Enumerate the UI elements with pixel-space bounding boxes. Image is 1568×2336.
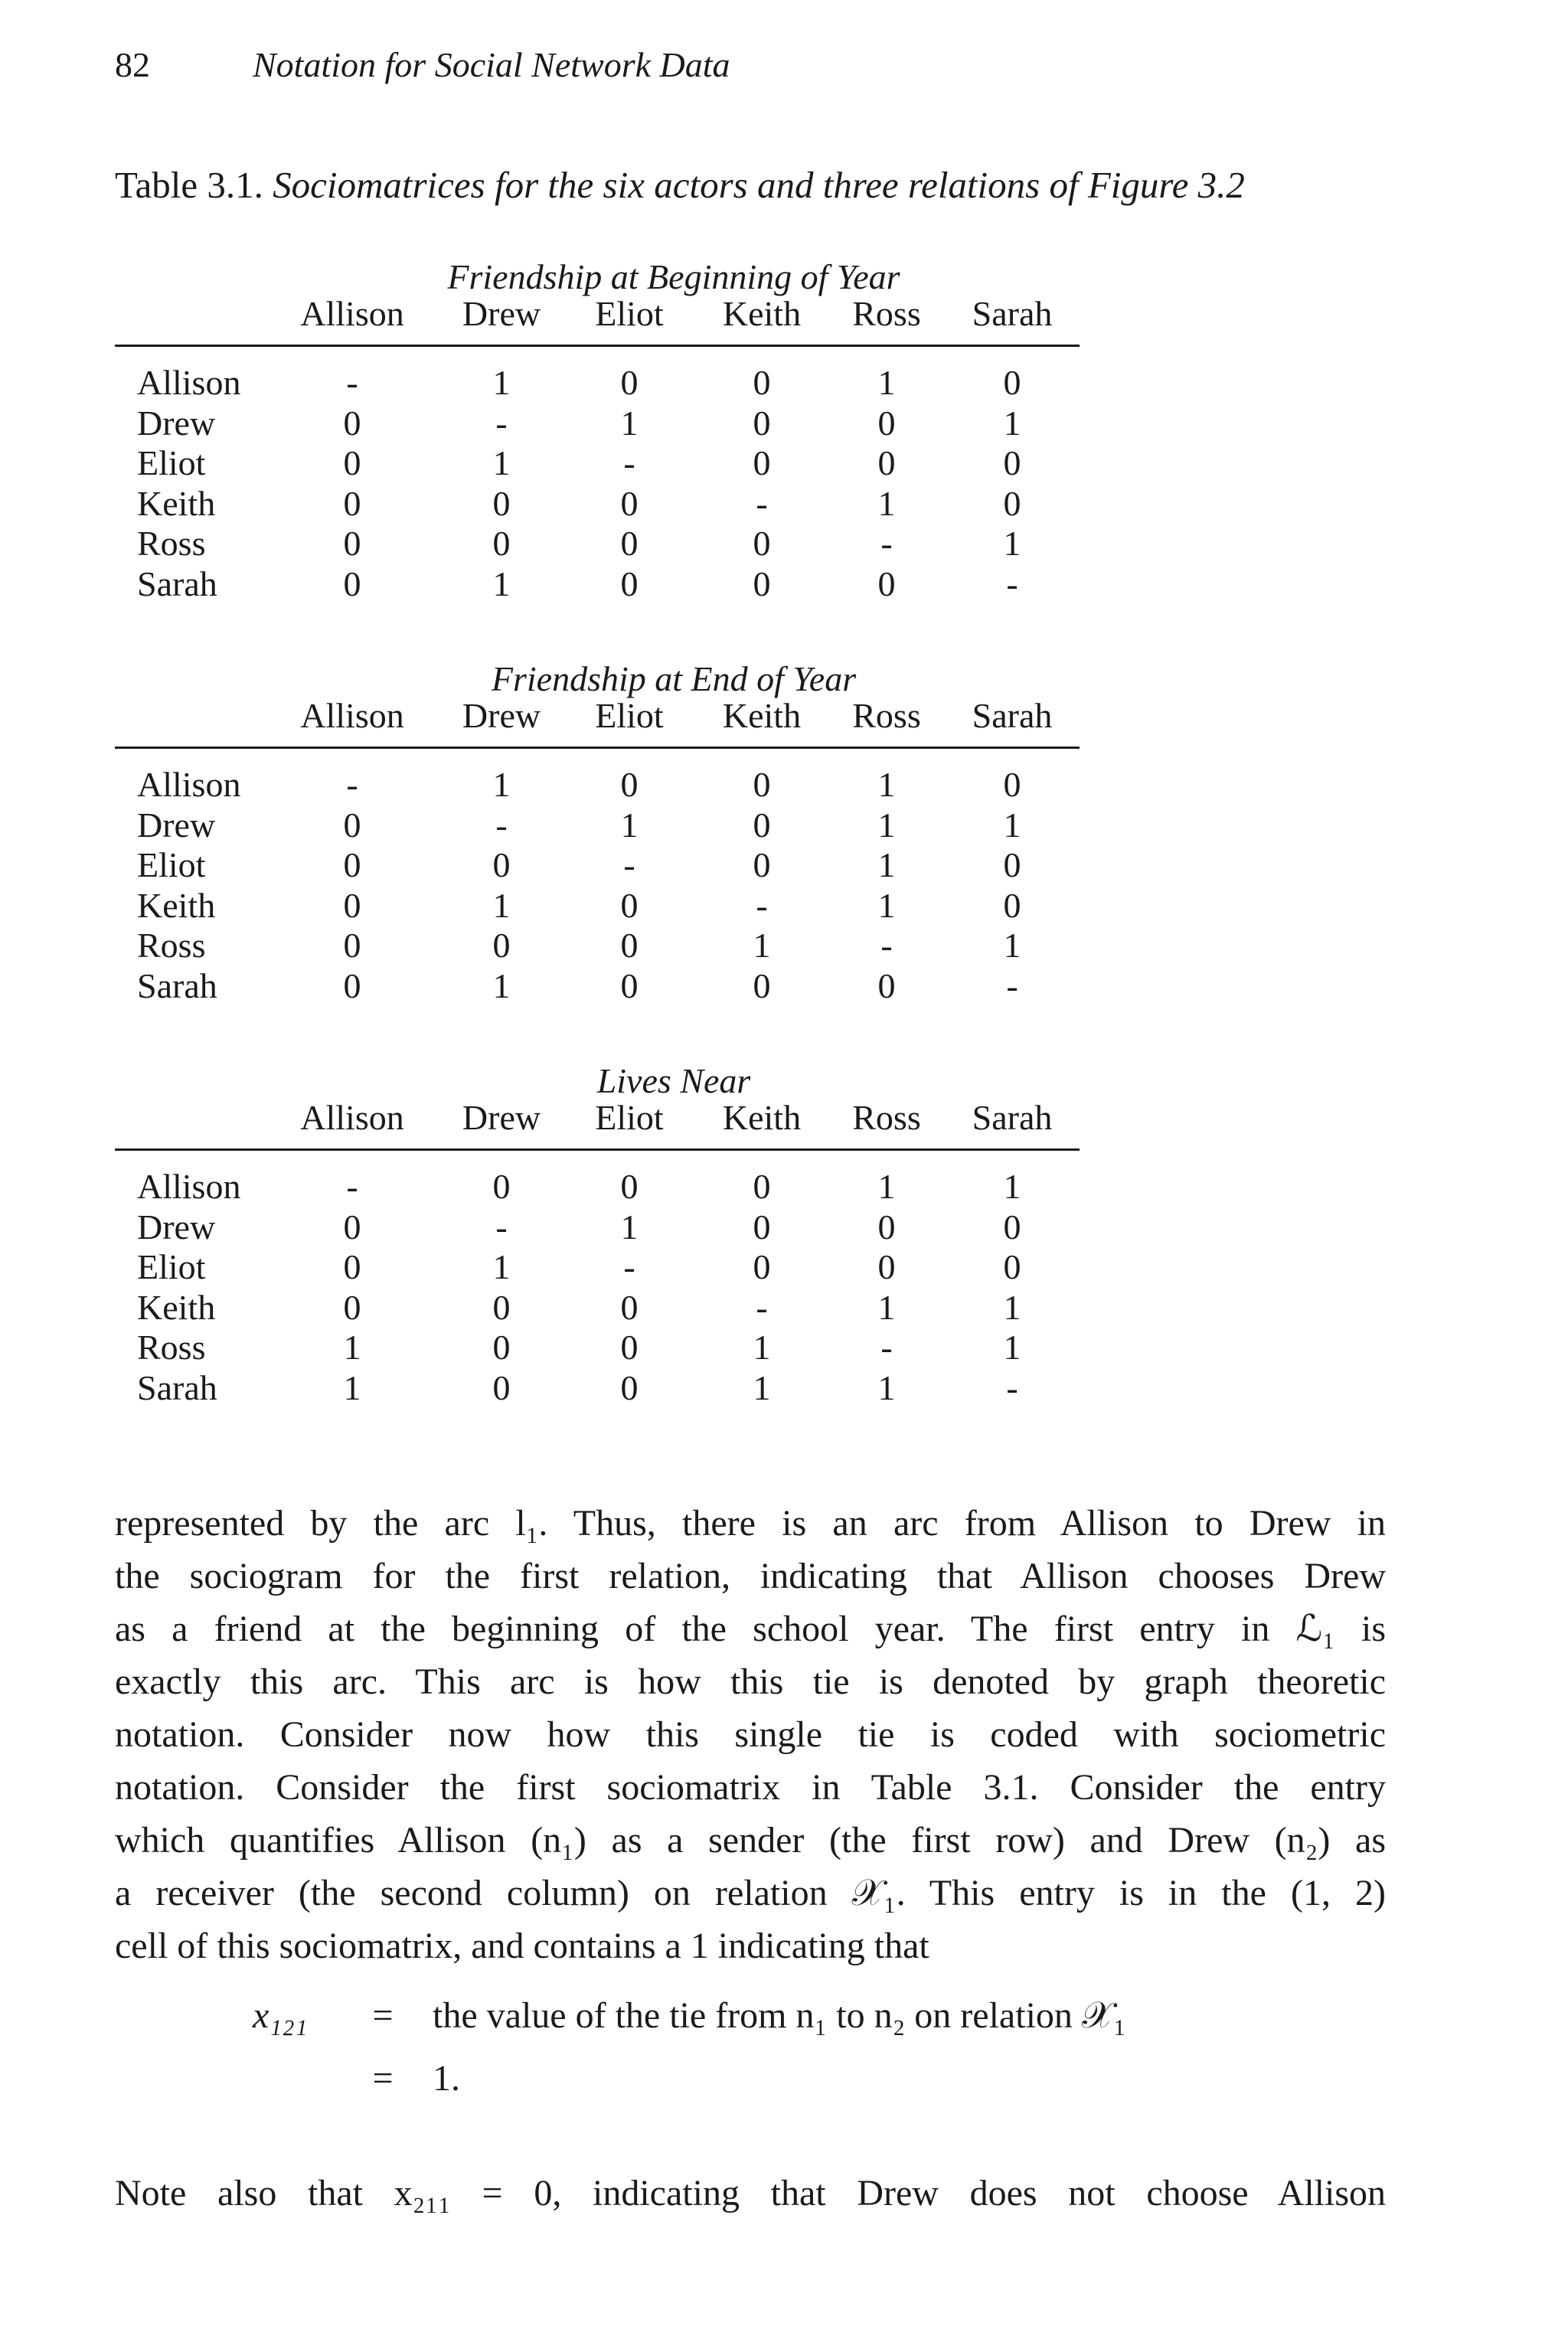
table-cell: 0 — [620, 885, 639, 925]
table-cell: 1 — [343, 1367, 361, 1407]
equation-sign: = — [372, 1995, 394, 2036]
table-cell: 0 — [343, 1287, 361, 1327]
table-cell: - — [623, 845, 635, 884]
table-row — [115, 564, 1080, 603]
column-header-row — [115, 293, 1080, 336]
table-row — [115, 403, 1080, 443]
table-cell: - — [495, 1207, 508, 1246]
column-header: Sarah — [972, 696, 1053, 735]
row-label: Sarah — [137, 965, 217, 1005]
table-cell: 0 — [620, 926, 639, 965]
table-cell: 0 — [753, 403, 771, 443]
table-cell: - — [880, 926, 893, 965]
table-cell: 0 — [620, 483, 639, 523]
column-header: Ross — [852, 696, 921, 735]
column-header: Keith — [722, 1098, 802, 1137]
table-cell: - — [756, 483, 768, 523]
table-cell: - — [1006, 965, 1018, 1005]
table-row — [115, 764, 1080, 804]
table-cell: 1 — [492, 885, 511, 925]
table-row — [115, 1287, 1080, 1327]
row-label: Ross — [137, 926, 206, 965]
column-header: Allison — [300, 1098, 404, 1137]
closing-line: Note also that x₂₁₁ = 0, indicating that Drew does not choose Allison — [115, 2173, 1386, 2213]
table-cell: - — [880, 524, 893, 563]
sociomatrix-title: Lives Near — [596, 1061, 751, 1100]
table-cell: 1 — [877, 363, 896, 402]
column-header: Eliot — [595, 294, 664, 333]
table-cell: - — [623, 1247, 635, 1286]
table-cell: 1 — [1003, 1328, 1021, 1367]
row-label: Ross — [137, 1328, 206, 1367]
table-cell: 0 — [753, 845, 771, 884]
table-cell: 1 — [877, 885, 896, 925]
table-cell: 1 — [1003, 524, 1021, 563]
table-cell: 0 — [492, 926, 511, 965]
table-cell: 1 — [492, 965, 511, 1005]
table-cell: 0 — [620, 1287, 639, 1327]
table-cell: 0 — [877, 965, 896, 1005]
table-cell: 1 — [492, 443, 511, 482]
row-label: Drew — [137, 403, 216, 443]
table-cell: 0 — [492, 524, 511, 563]
equation-rhs-line-1: the value of the tie from n₁ to n₂ on relation 𝒳₁ — [433, 1995, 1126, 2036]
table-cell: 0 — [343, 524, 361, 563]
table-cell: - — [495, 805, 508, 845]
table-row — [115, 965, 1080, 1005]
header-rule — [115, 345, 1080, 347]
table-row — [115, 1166, 1080, 1206]
table-row — [115, 885, 1080, 925]
table-cell: 1 — [753, 926, 771, 965]
body-line: notation. Consider the first sociomatrix in Table 3.1. Consider the entry — [115, 1767, 1386, 1808]
table-cell: 1 — [877, 845, 896, 884]
row-label: Keith — [137, 483, 216, 523]
table-cell: 1 — [1003, 926, 1021, 965]
table-cell: 0 — [343, 483, 361, 523]
table-cell: 1 — [877, 1367, 896, 1407]
row-label: Keith — [137, 885, 216, 925]
column-header: Keith — [722, 696, 802, 735]
table-cell: 0 — [1003, 765, 1021, 804]
column-header-row — [115, 695, 1080, 738]
table-cell: 0 — [753, 564, 771, 603]
column-header: Allison — [300, 696, 404, 735]
table-caption-text: Sociomatrices for the six actors and three relations of Figure 3.2 — [273, 164, 1245, 206]
table-cell: 0 — [492, 845, 511, 884]
table-caption — [115, 161, 1416, 210]
table-cell: 0 — [620, 564, 639, 603]
table-cell: 0 — [753, 524, 771, 563]
table-cell: 1 — [877, 805, 896, 845]
body-paragraph — [115, 1497, 1386, 1972]
table-cell: 1 — [620, 1207, 639, 1246]
table-cell: 0 — [343, 1207, 361, 1246]
table-cell: 0 — [620, 1167, 639, 1206]
table-cell: 0 — [343, 403, 361, 443]
table-cell: 1 — [753, 1367, 771, 1407]
table-cell: 0 — [343, 443, 361, 482]
table-cell: 0 — [753, 1207, 771, 1246]
table-cell: 0 — [753, 765, 771, 804]
row-label: Allison — [137, 1167, 241, 1206]
table-cell: 0 — [753, 1247, 771, 1286]
header-rule — [115, 1148, 1080, 1151]
row-label: Allison — [137, 363, 241, 402]
body-line: represented by the arc l₁. Thus, there is an arc from Allison to Drew in — [115, 1503, 1386, 1544]
table-cell: - — [1006, 1367, 1018, 1407]
table-row — [115, 1327, 1080, 1367]
column-header: Eliot — [595, 696, 664, 735]
table-cell: 1 — [492, 363, 511, 402]
body-line: exactly this arc. This arc is how this tie is denoted by graph theoretic — [115, 1661, 1386, 1702]
body-line: as a friend at the beginning of the school year. The first entry in ℒ₁ is — [115, 1609, 1386, 1649]
table-row — [115, 805, 1080, 845]
table-cell: 0 — [620, 965, 639, 1005]
row-label: Drew — [137, 1207, 216, 1246]
row-label: Eliot — [137, 845, 206, 884]
table-cell: 0 — [1003, 845, 1021, 884]
running-title: Notation for Social Network Data — [253, 45, 730, 84]
table-cell: - — [623, 443, 635, 482]
table-cell: 0 — [343, 965, 361, 1005]
table-cell: 1 — [1003, 1167, 1021, 1206]
page-header — [115, 47, 730, 83]
row-label: Keith — [137, 1287, 216, 1327]
table-cell: 0 — [877, 443, 896, 482]
table-cell: 0 — [492, 1367, 511, 1407]
table-row — [115, 925, 1080, 965]
table-cell: 1 — [492, 1247, 511, 1286]
table-cell: 0 — [1003, 443, 1021, 482]
table-cell: 0 — [620, 1367, 639, 1407]
table-cell: 0 — [343, 845, 361, 884]
table-cell: 0 — [620, 363, 639, 402]
sociomatrix-title: Friendship at Beginning of Year — [447, 257, 900, 296]
table-cell: 1 — [1003, 403, 1021, 443]
equation-sign-2: = — [372, 2058, 394, 2099]
table-cell: 0 — [877, 564, 896, 603]
column-header: Drew — [462, 1098, 541, 1137]
table-cell: 0 — [620, 1328, 639, 1367]
table-cell: 0 — [877, 403, 896, 443]
column-header: Sarah — [972, 1098, 1053, 1137]
table-cell: 0 — [1003, 885, 1021, 925]
table-cell: 1 — [492, 765, 511, 804]
page-number: 82 — [115, 45, 150, 84]
body-line: which quantifies Allison (n₁) as a sender (the first row) and Drew (n₂) as — [115, 1820, 1386, 1861]
table-cell: 0 — [343, 564, 361, 603]
table-cell: 0 — [753, 1167, 771, 1206]
body-line: the sociogram for the first relation, indicating that Allison chooses Drew — [115, 1556, 1386, 1596]
equation-rhs-line-2: 1. — [433, 2058, 460, 2099]
row-label: Eliot — [137, 443, 206, 482]
table-cell: 0 — [343, 926, 361, 965]
table-cell: 1 — [620, 403, 639, 443]
column-header: Ross — [852, 294, 921, 333]
table-cell: 0 — [1003, 1247, 1021, 1286]
table-cell: 0 — [343, 885, 361, 925]
table-cell: 0 — [1003, 1207, 1021, 1246]
table-cell: 0 — [877, 1247, 896, 1286]
table-cell: 0 — [753, 805, 771, 845]
table-caption-label: Table 3.1. — [115, 164, 263, 206]
table-row — [115, 1367, 1080, 1407]
table-cell: - — [495, 403, 508, 443]
column-header: Allison — [300, 294, 404, 333]
table-cell: 0 — [753, 363, 771, 402]
row-label: Allison — [137, 765, 241, 804]
table-row — [115, 362, 1080, 402]
row-label: Ross — [137, 524, 206, 563]
column-header: Drew — [462, 696, 541, 735]
row-label: Sarah — [137, 1367, 217, 1407]
table-cell: 0 — [1003, 363, 1021, 402]
row-label: Eliot — [137, 1247, 206, 1286]
column-header: Sarah — [972, 294, 1053, 333]
table-cell: 1 — [753, 1328, 771, 1367]
column-header: Eliot — [595, 1098, 664, 1137]
row-label: Sarah — [137, 564, 217, 603]
table-cell: 1 — [343, 1328, 361, 1367]
table-cell: - — [756, 885, 768, 925]
sociomatrix-title: Friendship at End of Year — [491, 659, 857, 698]
table-cell: 1 — [492, 564, 511, 603]
table-cell: 1 — [1003, 805, 1021, 845]
table-cell: 0 — [1003, 483, 1021, 523]
row-label: Drew — [137, 805, 216, 845]
header-rule — [115, 747, 1080, 749]
table-cell: 1 — [1003, 1287, 1021, 1327]
equation-lhs: x₁₂₁ — [253, 1995, 308, 2036]
table-cell: 1 — [877, 483, 896, 523]
body-line: cell of this sociomatrix, and contains a 1 indicating that — [115, 1926, 929, 1966]
table-cell: - — [880, 1328, 893, 1367]
table-cell: 0 — [620, 765, 639, 804]
table-cell: 0 — [620, 524, 639, 563]
column-header: Ross — [852, 1098, 921, 1137]
table-cell: 0 — [343, 1247, 361, 1286]
table-cell: - — [346, 1167, 358, 1206]
table-cell: 0 — [753, 965, 771, 1005]
table-row — [115, 1207, 1080, 1246]
body-line: notation. Consider now how this single tie is coded with sociometric — [115, 1714, 1386, 1755]
table-row — [115, 523, 1080, 563]
table-cell: - — [756, 1287, 768, 1327]
table-cell: 1 — [877, 1287, 896, 1327]
table-cell: 1 — [620, 805, 639, 845]
table-cell: 0 — [753, 443, 771, 482]
table-cell: - — [346, 765, 358, 804]
table-row — [115, 1246, 1080, 1286]
column-header-row — [115, 1097, 1080, 1140]
table-row — [115, 483, 1080, 523]
table-cell: 0 — [492, 1328, 511, 1367]
body-line: a receiver (the second column) on relation 𝒳₁. This entry is in the (1, 2) — [115, 1873, 1386, 1913]
table-cell: 1 — [877, 1167, 896, 1206]
table-cell: 0 — [492, 483, 511, 523]
table-cell: 1 — [877, 765, 896, 804]
table-cell: 0 — [492, 1167, 511, 1206]
table-cell: - — [1006, 564, 1018, 603]
table-cell: - — [346, 363, 358, 402]
table-cell: 0 — [492, 1287, 511, 1327]
table-cell: 0 — [877, 1207, 896, 1246]
table-cell: 0 — [343, 805, 361, 845]
column-header: Drew — [462, 294, 541, 333]
column-header: Keith — [722, 294, 802, 333]
table-row — [115, 443, 1080, 482]
table-row — [115, 845, 1080, 884]
